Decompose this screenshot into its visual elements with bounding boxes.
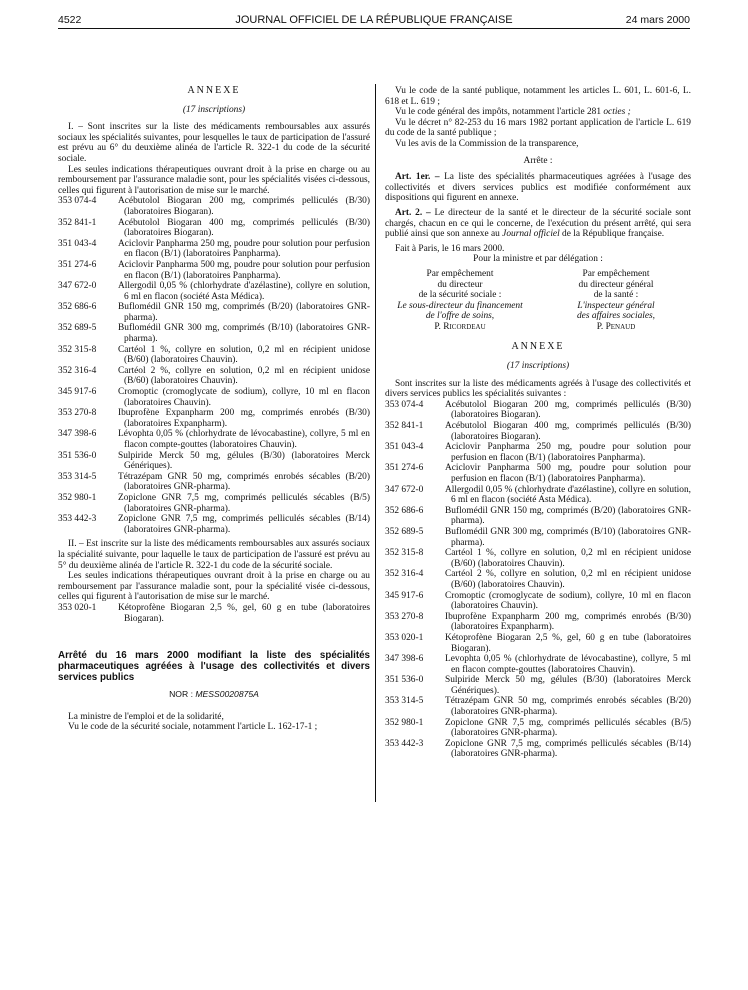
list-item bbox=[385, 527, 691, 548]
item-text: Kétoprofène Biogaran 2,5 %, gel, 60 g en tube (laboratoires Biogaran). bbox=[445, 632, 691, 654]
signatures bbox=[385, 269, 691, 333]
item-text: Zopiclone GNR 7,5 mg, comprimés pelliculés sécables (B/5) (laboratoires GNR-pharma). bbox=[118, 492, 370, 514]
page-header bbox=[58, 14, 690, 32]
item-code: 351 536-0 bbox=[385, 675, 424, 686]
list-item bbox=[58, 323, 370, 344]
item-text: Acébutolol Biogaran 400 mg, comprimés pelliculés (B/30) (laboratoires Biogaran). bbox=[118, 217, 370, 239]
paragraph-indications-ii: Les seules indications thérapeutiques ouvrant droit à la prise en charge ou au remboursement par l'assurance maladie sont, pour la spécialité visée ci-dessous, celles qui figurent à l'autorisation de mise sur le marché. bbox=[58, 571, 370, 603]
list-item bbox=[385, 421, 691, 442]
item-code: 347 398-6 bbox=[58, 429, 97, 440]
list-item bbox=[385, 633, 691, 654]
list-item bbox=[58, 260, 370, 281]
list-item bbox=[58, 345, 370, 366]
annexe-title-2: ANNEXE bbox=[511, 341, 565, 353]
item-code: 353 442-3 bbox=[385, 738, 424, 749]
item-text: Acébutolol Biogaran 200 mg, comprimés pelliculés (B/30) (laboratoires Biogaran). bbox=[118, 196, 370, 217]
nor-code: MESS0020875A bbox=[195, 689, 259, 700]
item-code: 347 672-0 bbox=[58, 281, 97, 292]
list-item bbox=[58, 218, 370, 239]
item-text: Zopiclone GNR 7,5 mg, comprimés pelliculés sécables (B/5) (laboratoires GNR-pharma). bbox=[445, 717, 691, 739]
inscription-list-annexe bbox=[385, 400, 691, 760]
item-code: 353 314-5 bbox=[58, 471, 97, 482]
item-code: 352 316-4 bbox=[58, 365, 97, 376]
item-text: Cromoptic (cromoglycate de sodium), collyre, 10 ml en flacon (laboratoires Chauvin). bbox=[118, 387, 370, 408]
list-item bbox=[385, 612, 691, 633]
list-item bbox=[58, 408, 370, 429]
visa-code-impots: Vu le code général des impôts, notamment l'article 281 octies ; bbox=[395, 107, 631, 118]
item-text: Aciclovir Panpharma 250 mg, poudre pour solution pour perfusion en flacon (B/1) (laboratoires Panpharma). bbox=[118, 238, 370, 260]
item-text: Zopiclone GNR 7,5 mg, comprimés pelliculés sécables (B/14) (laboratoires GNR-pharma). bbox=[445, 738, 691, 760]
item-text: Aciclovir Panpharma 250 mg, poudre pour solution pour perfusion en flacon (B/1) (laboratoires Panpharma). bbox=[445, 442, 691, 463]
list-item bbox=[58, 429, 370, 450]
annexe-subtitle: (17 inscriptions) bbox=[182, 104, 246, 115]
item-code: 351 536-0 bbox=[58, 450, 97, 461]
item-code: 352 980-1 bbox=[385, 717, 424, 728]
list-item bbox=[58, 196, 370, 217]
item-text: Acébutolol Biogaran 200 mg, comprimés pelliculés (B/30) (laboratoires Biogaran). bbox=[445, 399, 691, 421]
article-2: Art. 2. – Le directeur de la santé et le directeur de la sécurité sociale sont chargés, chacun en ce qui le concerne, de l'exécution du présent arrêté, qui sera publié ainsi que son annexe au Journal officiel de la République française. bbox=[385, 207, 692, 240]
item-code: 353 270-8 bbox=[385, 611, 424, 622]
journal-title: JOURNAL OFFICIEL DE LA RÉPUBLIQUE FRANÇAISE bbox=[235, 14, 513, 26]
fait-line: Fait à Paris, le 16 mars 2000. bbox=[395, 243, 505, 254]
item-text: Tétrazépam GNR 50 mg, comprimés enrobés sécables (B/20) (laboratoires GNR-pharma). bbox=[445, 696, 691, 718]
item-code: 353 074-4 bbox=[58, 196, 97, 207]
list-item bbox=[58, 239, 370, 260]
arrete-line: Arrête : bbox=[523, 155, 553, 166]
visa-commission: Vu les avis de la Commission de la transparence, bbox=[395, 138, 579, 149]
annexe-title: ANNEXE bbox=[187, 85, 241, 96]
left-column bbox=[58, 86, 370, 733]
item-text: Ibuprofène Expanpharm 200 mg, comprimés enrobés (B/30) (laboratoires Expanpharm). bbox=[118, 408, 370, 429]
item-code: 347 672-0 bbox=[385, 484, 424, 495]
arrete-title: Arrêté du 16 mars 2000 modifiant la liste des spécialités pharmaceutiques agréées à l'usage des collectivités et divers services publics bbox=[58, 650, 370, 684]
list-item bbox=[58, 387, 370, 408]
list-item bbox=[58, 472, 370, 493]
item-code: 345 917-6 bbox=[385, 590, 424, 601]
list-item bbox=[385, 569, 691, 590]
issue-date: 24 mars 2000 bbox=[625, 14, 690, 26]
item-text: Acébutolol Biogaran 400 mg, comprimés pelliculés (B/30) (laboratoires Biogaran). bbox=[445, 421, 691, 442]
minister-line: La ministre de l'emploi et de la solidarité, bbox=[68, 711, 224, 722]
list-item bbox=[385, 548, 691, 569]
paragraph-indications: Les seules indications thérapeutiques ouvrant droit à la prise en charge ou au remboursement par l'assurance maladie sont, pour les spécialités visées ci-dessous, celles qui figurent à l'autorisation de mise sur le marché. bbox=[58, 164, 370, 196]
list-item bbox=[385, 654, 691, 675]
item-text: Buflomédil GNR 300 mg, comprimés (B/10) (laboratoires GNR-pharma). bbox=[118, 323, 370, 345]
list-item bbox=[385, 591, 691, 612]
visa-code-sante: Vu le code de la santé publique, notamment les articles L. 601, L. 601-6, L. 618 et L. 619 ; bbox=[385, 86, 691, 107]
list-item bbox=[58, 366, 370, 387]
nor-label: NOR : bbox=[169, 689, 193, 700]
item-code: 352 686-6 bbox=[385, 505, 424, 516]
item-code: 353 020-1 bbox=[58, 602, 97, 613]
item-code: 347 398-6 bbox=[385, 654, 424, 665]
item-text: Kétoprofène Biogaran 2,5 %, gel, 60 g en tube (laboratoires Biogaran). bbox=[118, 602, 370, 624]
item-text: Lévophta 0,05 % (chlorhydrate de lévocabastine), collyre, 5 ml en flacon compte-gouttes (laboratoires Chauvin). bbox=[118, 429, 370, 450]
item-code: 353 270-8 bbox=[58, 408, 97, 419]
header-rule bbox=[58, 28, 690, 29]
page-number: 4522 bbox=[58, 14, 82, 26]
item-code: 353 074-4 bbox=[385, 399, 424, 410]
item-text: Zopiclone GNR 7,5 mg, comprimés pelliculés sécables (B/14) (laboratoires GNR-pharma). bbox=[118, 514, 370, 535]
item-code: 352 689-5 bbox=[58, 323, 97, 334]
item-code: 345 917-6 bbox=[58, 387, 97, 398]
item-text: Cartéol 2 %, collyre en solution, 0,2 ml en récipient unidose (B/60) (laboratoires Chauvin). bbox=[445, 569, 691, 590]
item-code: 352 316-4 bbox=[385, 569, 424, 580]
item-text: Allergodil 0,05 % (chlorhydrate d'azélastine), collyre en solution, 6 ml en flacon (société Asta Médica). bbox=[445, 484, 691, 506]
item-text: Ibuprofène Expanpharm 200 mg, comprimés enrobés (B/30) (laboratoires Expanpharm). bbox=[445, 611, 691, 633]
item-code: 353 442-3 bbox=[58, 514, 97, 525]
item-text: Cartéol 2 %, collyre en solution, 0,2 ml en récipient unidose (B/60) (laboratoires Chauvin). bbox=[118, 365, 370, 387]
list-item bbox=[58, 493, 370, 514]
inscription-list-i bbox=[58, 196, 370, 535]
article-1: Art. 1er. – La liste des spécialités pharmaceutiques agréées à l'usage des collectivités et divers services publics est modifiée conformément aux dispositions qui figurent en annexe. bbox=[385, 172, 692, 204]
item-text: Cartéol 1 %, collyre en solution, 0,2 ml en récipient unidose (B/60) (laboratoires Chauvin). bbox=[445, 548, 691, 569]
item-code: 352 841-1 bbox=[58, 217, 97, 228]
paragraph-section-ii: II. – Est inscrite sur la liste des médicaments remboursables aux assurés sociaux la spécialité suivante, pour laquelle le taux de participation de l'assuré est prévu au 5° du deuxième alinéa de l'article R. 322-1 du code de la sécurité sociale. bbox=[58, 539, 370, 571]
item-code: 351 043-4 bbox=[385, 442, 424, 453]
list-item bbox=[385, 442, 691, 463]
item-text: Buflomédil GNR 300 mg, comprimés (B/10) (laboratoires GNR-pharma). bbox=[445, 526, 691, 548]
item-code: 352 841-1 bbox=[385, 421, 424, 432]
list-item bbox=[385, 718, 691, 739]
item-code: 352 980-1 bbox=[58, 492, 97, 503]
item-text: Allergodil 0,05 % (chlorhydrate d'azélastine), collyre en solution, 6 ml en flacon (société Asta Médica). bbox=[118, 281, 370, 302]
signature-right: Par empêchement du directeur général de la santé : L'inspecteur général des affaires sociales, P. Penaud bbox=[576, 268, 656, 332]
list-item bbox=[385, 739, 691, 760]
list-item bbox=[385, 400, 691, 421]
visa-code-securite-sociale: Vu le code de la sécurité sociale, notamment l'article L. 162-17-1 ; bbox=[68, 722, 318, 733]
list-item bbox=[385, 506, 691, 527]
annexe-intro: Sont inscrites sur la liste des médicaments agréés à l'usage des collectivités et divers services publics les spécialités suivantes : bbox=[385, 378, 691, 400]
visa-decret: Vu le décret n° 82-253 du 16 mars 1982 portant application de l'article L. 619 du code de la santé publique ; bbox=[385, 117, 691, 139]
right-column bbox=[385, 86, 691, 760]
item-text: Tétrazépam GNR 50 mg, comprimés enrobés sécables (B/20) (laboratoires GNR-pharma). bbox=[118, 471, 370, 493]
list-item bbox=[58, 302, 370, 323]
item-text: Sulpiride Merck 50 mg, gélules (B/30) (laboratoires Merck Génériques). bbox=[445, 675, 691, 696]
column-divider bbox=[375, 84, 376, 802]
item-text: Cartéol 1 %, collyre en solution, 0,2 ml en récipient unidose (B/60) (laboratoires Chauvin). bbox=[118, 344, 370, 366]
list-item bbox=[58, 281, 370, 302]
list-item bbox=[58, 451, 370, 472]
list-item bbox=[385, 696, 691, 717]
item-text: Sulpiride Merck 50 mg, gélules (B/30) (laboratoires Merck Génériques). bbox=[118, 450, 370, 472]
annexe-subtitle-2: (17 inscriptions) bbox=[506, 361, 570, 372]
list-item bbox=[385, 485, 691, 506]
item-code: 353 020-1 bbox=[385, 632, 424, 643]
item-text: Aciclovir Panpharma 500 mg, poudre pour solution pour perfusion en flacon (B/1) (laboratoires Panpharma). bbox=[445, 463, 691, 484]
item-text: Buflomédil GNR 150 mg, comprimés (B/20) (laboratoires GNR-pharma). bbox=[118, 302, 370, 323]
list-item bbox=[385, 675, 691, 696]
list-item bbox=[58, 603, 370, 624]
item-code: 352 315-8 bbox=[58, 344, 97, 355]
item-code: 351 274-6 bbox=[58, 259, 97, 270]
item-code: 353 314-5 bbox=[385, 696, 424, 707]
item-text: Aciclovir Panpharma 500 mg, poudre pour solution pour perfusion en flacon (B/1) (laboratoires Panpharma). bbox=[118, 259, 370, 281]
signature-left: Par empêchement du directeur de la sécurité sociale : Le sous-directeur du financement de l'offre de soins, P. Ricordeau bbox=[397, 268, 523, 332]
item-text: Cromoptic (cromoglycate de sodium), collyre, 10 ml en flacon (laboratoires Chauvin). bbox=[445, 590, 691, 612]
item-code: 351 274-6 bbox=[385, 463, 424, 474]
item-text: Buflomédil GNR 150 mg, comprimés (B/20) (laboratoires GNR-pharma). bbox=[445, 505, 691, 527]
item-code: 352 689-5 bbox=[385, 526, 424, 537]
list-item bbox=[58, 514, 370, 535]
item-code: 352 686-6 bbox=[58, 302, 97, 313]
item-text: Levophta 0,05 % (chlorhydrate de lévocabastine), collyre, 5 ml en flacon compte-gouttes (laboratoires Chauvin). bbox=[445, 654, 691, 675]
nor-reference bbox=[58, 689, 370, 700]
list-item bbox=[385, 463, 691, 484]
paragraph-section-i: I. – Sont inscrites sur la liste des médicaments remboursables aux assurés sociaux les spécialités suivantes, pour lesquelles le taux de participation de l'assuré est prévu au 6° du deuxième alinéa de l'article R. 322-1 du code de la sécurité sociale. bbox=[58, 122, 370, 164]
item-code: 351 043-4 bbox=[58, 238, 97, 249]
delegation-line: Pour la ministre et par délégation : bbox=[473, 254, 603, 265]
item-code: 352 315-8 bbox=[385, 548, 424, 559]
